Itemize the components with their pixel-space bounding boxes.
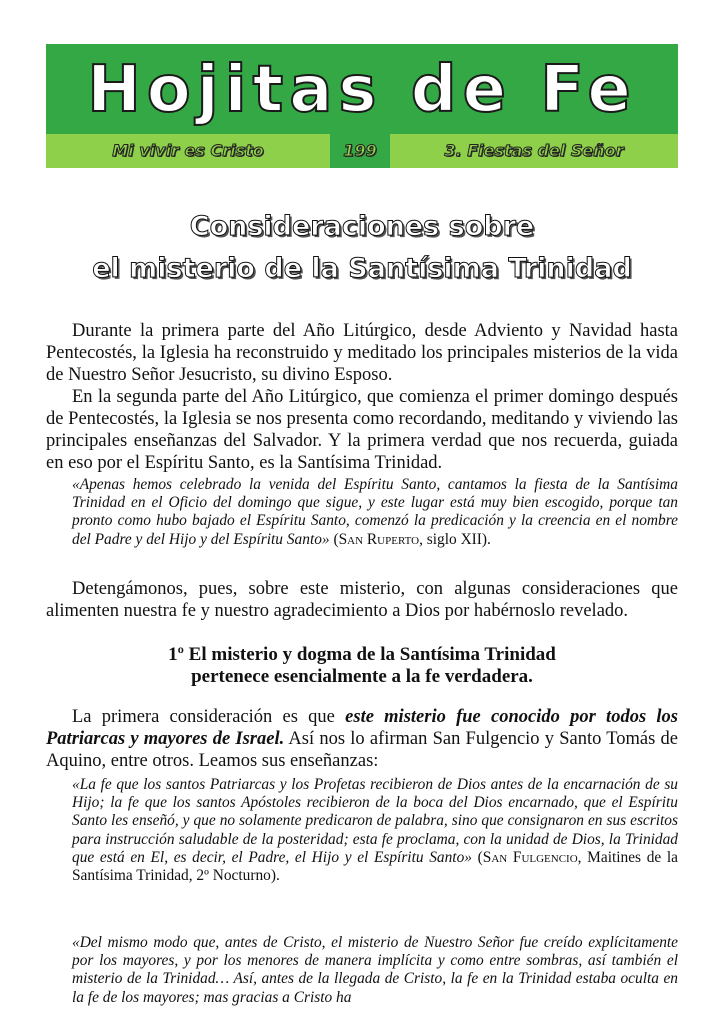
article-title-line1: Consideraciones sobre [189,211,535,242]
section-label: 3. Fiestas del Señor [444,141,624,160]
paragraph-4-end: Así nos lo afirman San Fulgencio y Santo Tomás de Aquino, entre otros. Leamos sus enseñanzas: [46,729,678,771]
paragraph-2: En la segunda parte del Año Litúrgico, que comienza el primer domingo después de Pentecostés, la Iglesia se nos presenta como recordando, meditando y viviendo las principales enseñanzas del Salvador. Y la primera verdad que nos recuerda, guiada en eso por el Espíritu Santo, es la Santísima Trinidad. [46,387,678,473]
publication-title: Hojitas de Fe [87,53,637,127]
paragraph-1: Durante la primera parte del Año Litúrgico, desde Adviento y Navidad hasta Pentecostés, la Iglesia ha reconstruido y meditado los principales misterios de la vida de Nuestro Señor Jesucristo, su divino Esposo. [46,321,678,385]
series-label: Mi vivir es Cristo [112,141,264,160]
section-heading-line1: 1º El misterio y dogma de la Santísima Trinidad [168,644,556,665]
masthead [46,44,678,168]
quote-2-text: «La fe que los santos Patriarcas y los Profetas recibieron de Dios antes de la encarnación de su Hijo; la fe que los santos Apóstoles recibieron de la boca del Dios encarnado, que el Espíritu Santo les enseñó, y que no solamente predicaron de palabra, sino que consignaron en sus escritos para instrucción saludable de la posteridad; esta fe proclama, con la unidad de Dios, la Trinidad que está en El, es decir, el Padre, el Hijo y el Espíritu Santo» [72,776,678,866]
article-title-line2: el misterio de la Santísima Trinidad [92,253,632,284]
paragraph-4 [46,706,678,772]
quote-1-author: San Ruperto [338,530,420,548]
paragraph-4-emphasis: este misterio fue conocido por todos los Patriarcas y mayores de Israel. [46,707,678,749]
quote-1-ref: , siglo XII). [419,530,491,548]
masthead-subbar [46,134,678,168]
quote-1: «Apenas hemos celebrado la venida del Espíritu Santo, cantamos la fiesta de la Santísima Trinidad en el Oficio del domingo que sigue, y este lugar está muy bien escogido, porque tan pronto como hubo bajado el Espíritu Santo, comenzó la predicación y la creencia en el nombre del Padre y del Hijo y del Espíritu Santo» (San Ruperto, siglo XII). [72,476,678,548]
quote-3: «Del mismo modo que, antes de Cristo, el misterio de Nuestro Señor fue creído explícitamente por los mayores, y por los menores de manera implícita y como entre sombras, así también el misterio de la Trinidad… Así, antes de la llegada de Cristo, la fe en la Trinidad estaba oculta en la fe de los mayores; mas gracias a Cristo ha [72,934,678,1006]
paragraph-3: Detengámonos, pues, sobre este misterio, con algunas consideraciones que alimenten nuestra fe y nuestro agradecimiento a Dios por habérnoslo revelado. [46,579,678,621]
quote-1-text: «Apenas hemos celebrado la venida del Espíritu Santo, cantamos la fiesta de la Santísima Trinidad en el Oficio del domingo que sigue, y este lugar está muy bien escogido, porque tan pronto como hubo bajado el Espíritu Santo, comenzó la predicación y la creencia en el nombre del Padre y del Hijo y del Espíritu Santo» [72,476,678,548]
quote-2: «La fe que los santos Patriarcas y los Profetas recibieron de Dios antes de la encarnación de su Hijo; la fe que los santos Apóstoles recibieron de la boca del Dios encarnado, que el Espíritu Santo les enseñó, y que no solamente predicaron de palabra, sino que consignaron en sus escritos para instrucción saludable de la posteridad; esta fe proclama, con la unidad de Dios, la Trinidad que está en El, es decir, el Padre, el Hijo y el Espíritu Santo» (San Fulgencio, Maitines de la Santísima Trinidad, 2º Nocturno). [72,776,678,885]
issue-number: 199 [330,134,390,168]
paragraph-4-start: La primera consideración es que [72,707,346,727]
quote-2-ref: , Maitines de la Santísima Trinidad, 2º Nocturno). [72,848,678,885]
section-heading-line2: pertenece esencialmente a la fe verdadera. [191,666,533,687]
quote-2-author: San Fulgencio [482,848,578,866]
